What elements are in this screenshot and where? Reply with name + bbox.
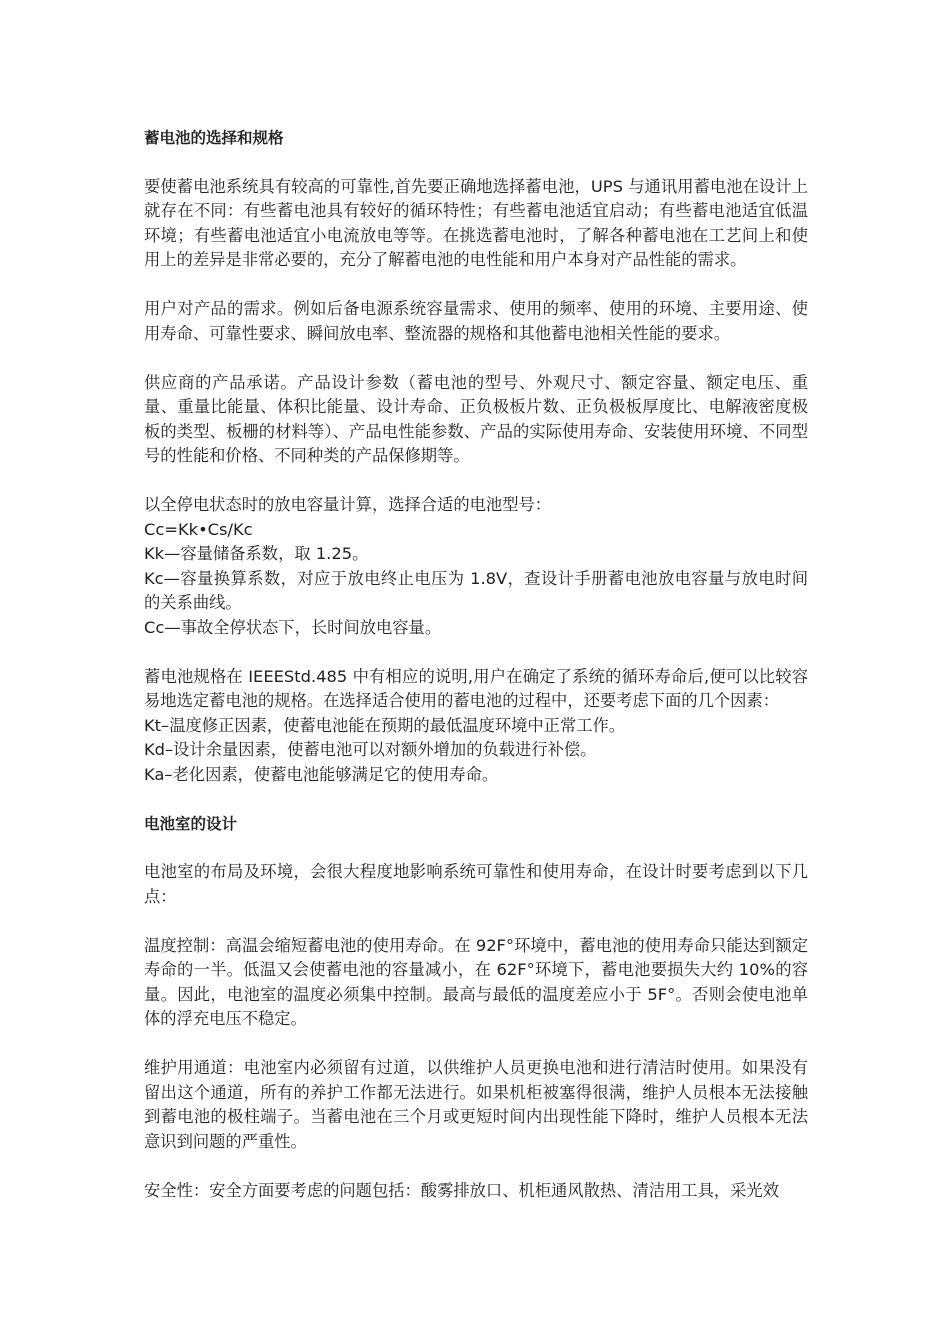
kk-definition: Kk—容量储备系数，取 1.25。 xyxy=(144,544,369,563)
ka-factor: Ka–老化因素，使蓄电池能够满足它的使用寿命。 xyxy=(144,764,499,784)
section-title-battery-selection: 蓄电池的选择和规格 xyxy=(144,129,284,147)
paragraph-supplier-commitment: 供应商的产品承诺。产品设计参数（蓄电池的型号、外观尺寸、额定容量、额定电压、重量、重量比能量、体积比能量、设计寿命、正负极板片数、正负极板厚度比、电解液密度极板的类型、板栅的材料等）、产品电性能参数、产品的实际使用寿命、安装使用环境、不同型号的性能和价格、不同种类的产品保修期等。 xyxy=(144,372,808,465)
paragraph-capacity-calculation xyxy=(144,493,808,640)
cc-definition: Cc—事故全停状态下，长时间放电容量。 xyxy=(144,617,442,637)
kt-factor: Kt–温度修正因素，使蓄电池能在预期的最低温度环境中正常工作。 xyxy=(144,715,626,735)
paragraph-battery-room-intro: 电池室的布局及环境，会很大程度地影响系统可靠性和使用寿命，在设计时要考虑到以下几点： xyxy=(144,862,808,906)
capacity-formula: Cc=Kk•Cs/Kc xyxy=(144,519,253,539)
document-body xyxy=(144,126,808,1203)
paragraph-maintenance-aisle: 维护用通道：电池室内必须留有过道，以供维护人员更换电池和进行清洁时使用。如果没有留出这个通道，所有的养护工作都无法进行。如果机柜被塞得很满，维护人员根本无法接触到蓄电池的极柱端子。当蓄电池在三个月或更短时间内出现性能下降时，维护人员根本无法意识到问题的严重性。 xyxy=(144,1058,808,1151)
paragraph-temperature-control: 温度控制：高温会缩短蓄电池的使用寿命。在 92F°环境中，蓄电池的使用寿命只能达到额定寿命的一半。低温又会使蓄电池的容量减小，在 62F°环境下，蓄电池要损失大约 10%的容量。因此，电池室的温度必须集中控制。最高与最低的温度差应小于 5F°。否则会使电池单体的浮充电压不稳定。 xyxy=(144,935,808,1028)
paragraph-user-needs: 用户对产品的需求。例如后备电源系统容量需求、使用的频率、使用的环境、主要用途、使用寿命、可靠性要求、瞬间放电率、整流器的规格和其他蓄电池相关性能的要求。 xyxy=(144,299,808,343)
spec-intro-line: 蓄电池规格在 IEEEStd.485 中有相应的说明,用户在确定了系统的循环寿命后,便可以比较容易地选定蓄电池的规格。在选择适合使用的蓄电池的过程中，还要考虑下面的几个因素： xyxy=(144,666,808,710)
calc-intro-line: 以全停电状态时的放电容量计算，选择合适的电池型号： xyxy=(144,495,552,514)
paragraph-battery-spec xyxy=(144,665,808,788)
paragraph-battery-selection-intro: 要使蓄电池系统具有较高的可靠性,首先要正确地选择蓄电池，UPS 与通讯用蓄电池在设计上就存在不同：有些蓄电池具有较好的循环特性；有些蓄电池适宜启动；有些蓄电池适宜低温环境；有些蓄电池适宜小电流放电等等。在挑选蓄电池时，了解各种蓄电池在工艺间上和使用上的差异是非常必要的，充分了解蓄电池的电性能和用户本身对产品性能的需求。 xyxy=(144,176,808,269)
paragraph-safety: 安全性：安全方面要考虑的问题包括：酸雾排放口、机柜通风散热、清洁用工具，采光效 xyxy=(144,1180,779,1200)
kc-definition: Kc—容量换算系数，对应于放电终止电压为 1.8V，查设计手册蓄电池放电容量与放电时间的关系曲线。 xyxy=(144,568,808,612)
kd-factor: Kd–设计余量因素，使蓄电池可以对额外增加的负载进行补偿。 xyxy=(144,740,597,759)
section-title-battery-room: 电池室的设计 xyxy=(144,814,238,833)
